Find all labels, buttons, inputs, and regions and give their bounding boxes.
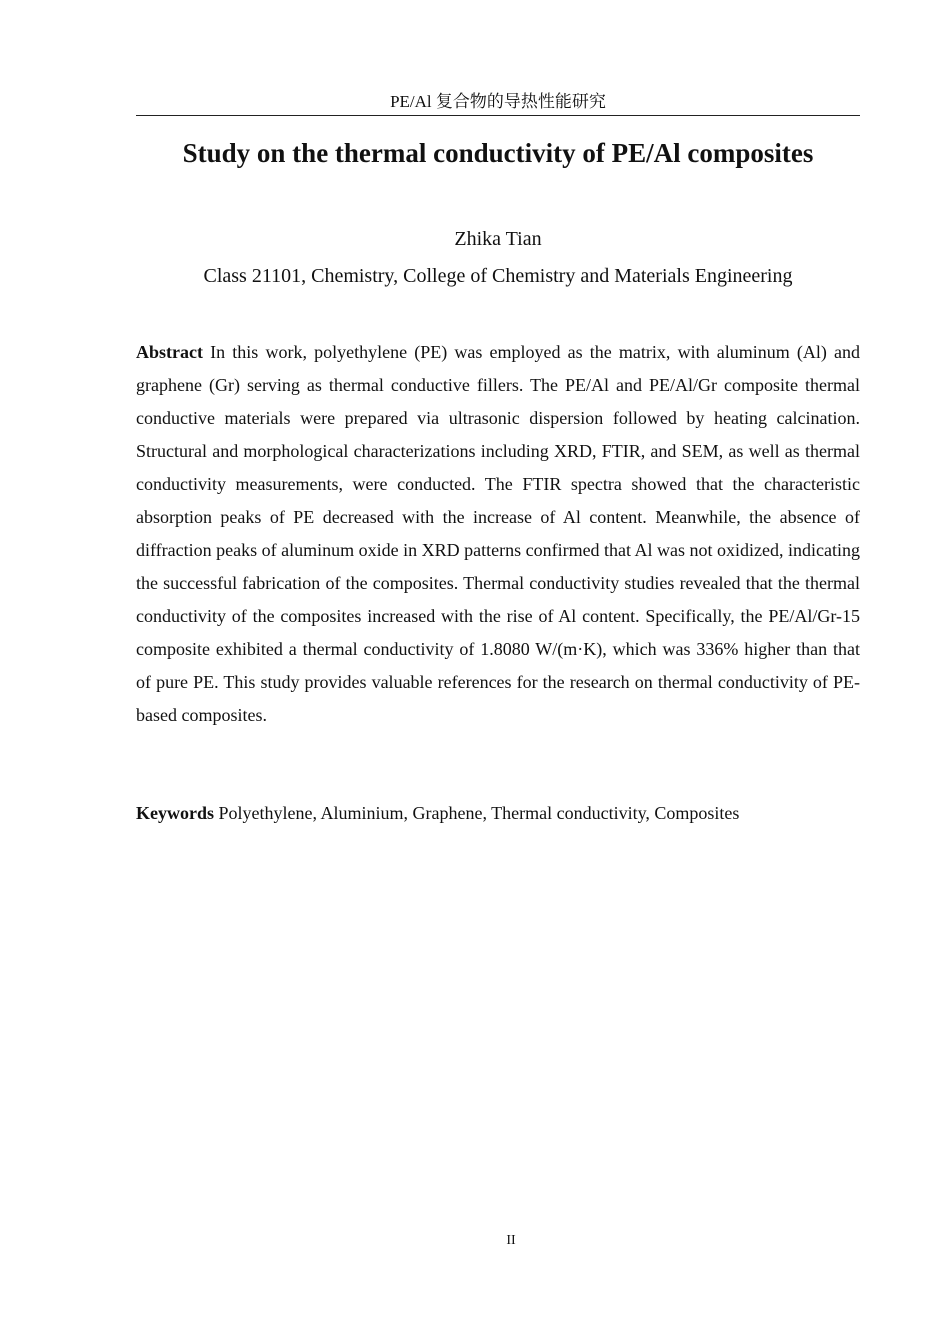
abstract-text: In this work, polyethylene (PE) was employed as the matrix, with aluminum (Al) and graphene (Gr) serving as thermal conductive fillers. The PE/Al and PE/Al/Gr composite thermal conductive materials were prepared via ultrasonic dispersion followed by heating calcination. Structural and morphological characterizations including XRD, FTIR, and SEM, as well as thermal conductivity measurements, were conducted. The FTIR spectra showed that the characteristic absorption peaks of PE decreased with the increase of Al content. Meanwhile, the absence of diffraction peaks of aluminum oxide in XRD patterns confirmed that Al was not oxidized, indicating the successful fabrication of the composites. Thermal conductivity studies revealed that the thermal conductivity of the composites increased with the rise of Al content. Specifically, the PE/Al/Gr-15 composite exhibited a thermal conductivity of 1.8080 W/(m·K), which was 336% higher than that of pure PE. This study provides valuable references for the research on thermal conductivity of PE-based composites. bbox=[136, 342, 861, 725]
author-name: Zhika Tian bbox=[454, 228, 542, 250]
abstract-paragraph bbox=[136, 336, 860, 732]
paper-title: Study on the thermal conductivity of PE/Al composites bbox=[182, 138, 814, 168]
abstract-label: Abstract bbox=[136, 342, 203, 362]
author-affiliation: Class 21101, Chemistry, College of Chemistry and Materials Engineering bbox=[203, 265, 793, 287]
keywords-label: Keywords bbox=[136, 803, 214, 823]
keywords-text: Polyethylene, Aluminium, Graphene, Thermal conductivity, Composites bbox=[218, 803, 740, 823]
running-header: PE/Al 复合物的导热性能研究 bbox=[390, 92, 606, 111]
page-number: II bbox=[506, 1233, 516, 1248]
header-divider bbox=[136, 115, 860, 116]
keywords-paragraph bbox=[136, 799, 860, 827]
